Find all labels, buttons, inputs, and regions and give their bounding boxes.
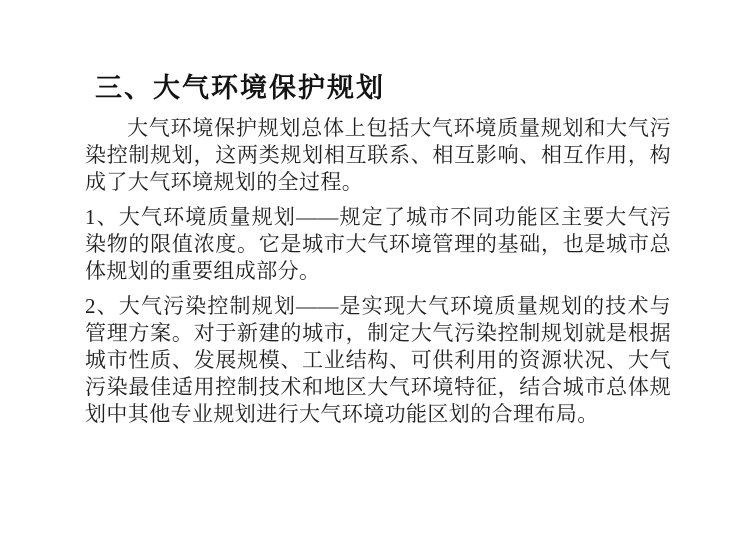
slide-content	[85, 72, 671, 436]
paragraph-item-1: 1、大气环境质量规划——规定了城市不同功能区主要大气污染物的限值浓度。它是城市大气环境管理的基础，也是城市总体规划的重要组成部分。	[85, 205, 671, 283]
paragraph-intro: 大气环境保护规划总体上包括大气环境质量规划和大气污染控制规划，这两类规划相互联系、相互影响、相互作用，构成了大气环境规划的全过程。	[85, 116, 671, 194]
paragraph-item-2: 2、大气污染控制规划——是实现大气环境质量规划的技术与管理方案。对于新建的城市，制定大气污染控制规划就是根据城市性质、发展规模、工业结构、可供利用的资源状况、大气污染最佳适用控制技术和地区大气环境特征，结合城市总体规划中其他专业规划进行大气环境功能区划的合理布局。	[85, 294, 671, 426]
slide-title: 三、大气环境保护规划	[95, 73, 385, 103]
